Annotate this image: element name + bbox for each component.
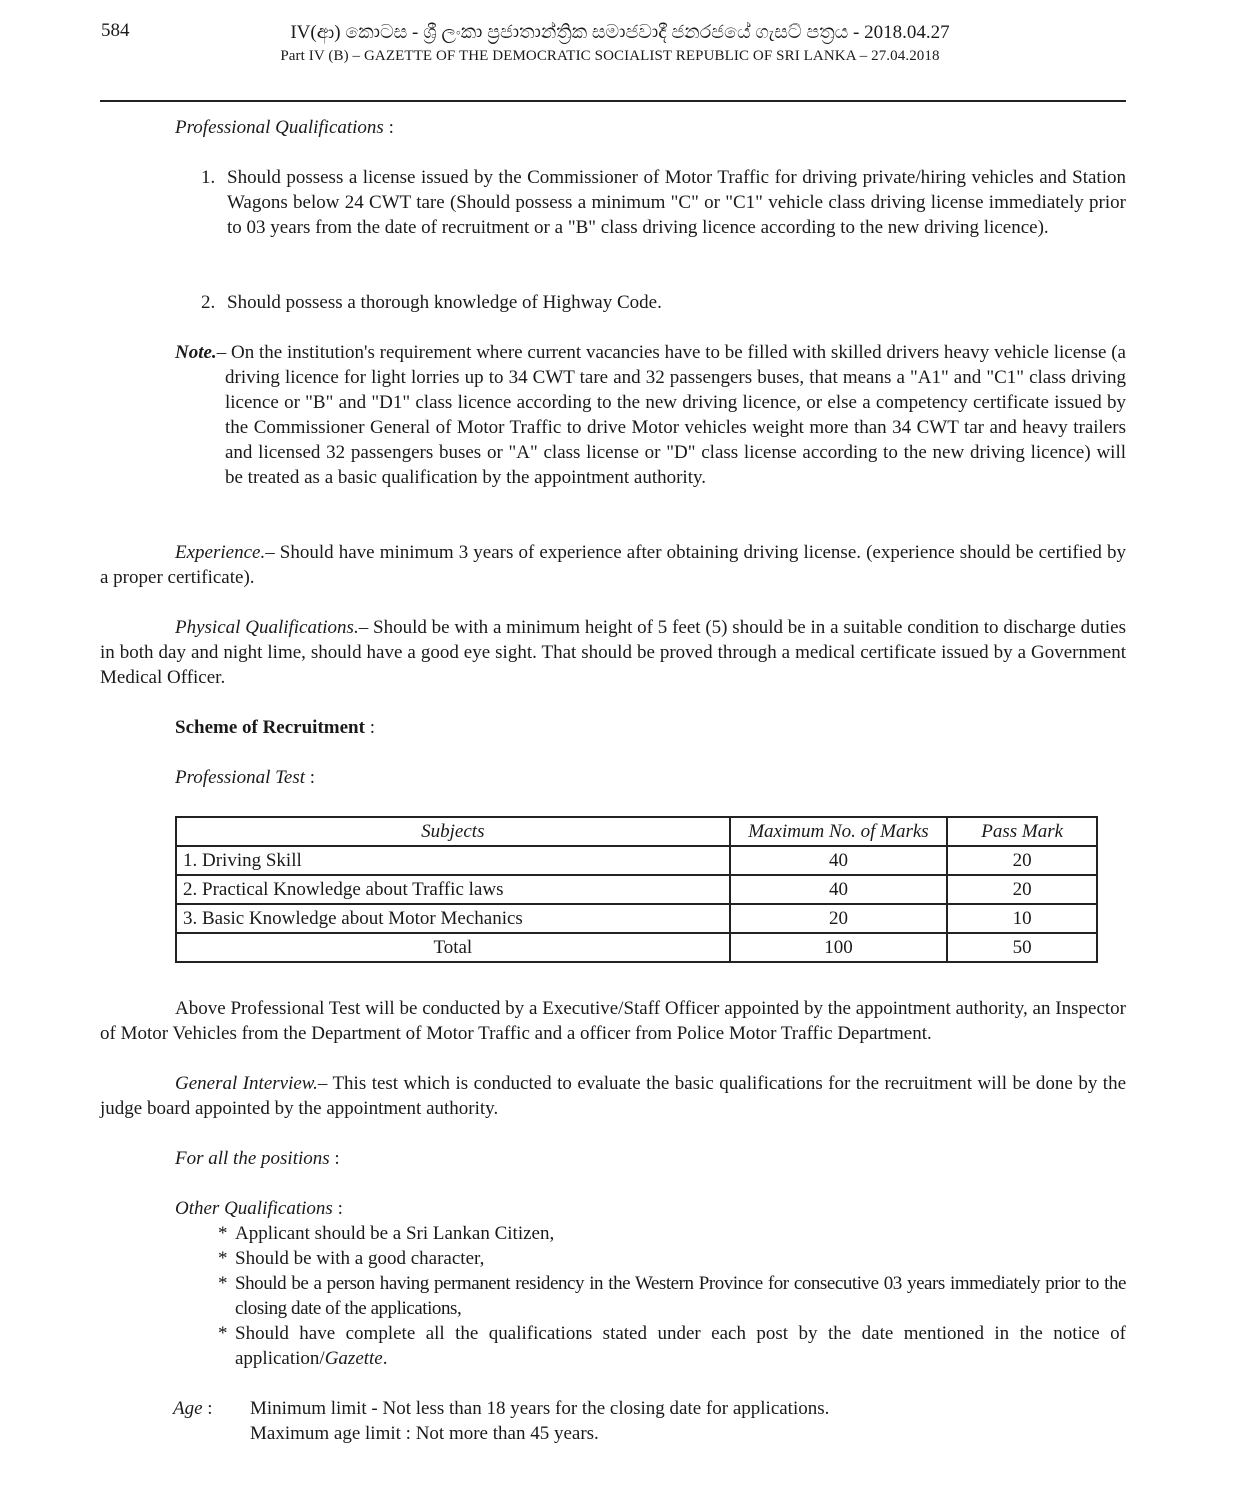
gazette-title-english: Part IV (B) – GAZETTE OF THE DEMOCRATIC SOCIALIST REPUBLIC OF SRI LANKA – 27.04.2018	[280, 48, 940, 64]
age-minimum-limit: Minimum limit - Not less than 18 years for the closing date for applications.	[250, 1398, 830, 1419]
note-paragraph	[175, 340, 1126, 490]
list-item: * Should have complete all the qualifications stated under each post by the date mentioned in the notice of application/Gazette.	[218, 1323, 1126, 1369]
general-interview-text: – This test which is conducted to evaluate the basic qualifications for the recruitment will be done by the judge board appointed by the appointment authority.	[100, 1073, 1127, 1119]
physical-text: – Should be with a minimum height of 5 feet (5) should be in a suitable condition to discharge duties in both day and night lime, should have a good eye sight. That should be proved through a medical certificate issued by a Government Medical Officer.	[100, 617, 1126, 688]
other-qualifications-heading: Other Qualifications :	[175, 1198, 343, 1219]
subject-cell: 3. Basic Knowledge about Motor Mechanics	[176, 904, 730, 933]
max-marks-cell: 40	[730, 846, 948, 875]
experience-label: Experience.	[175, 542, 266, 563]
professional-qualifications-heading: Professional Qualifications :	[175, 117, 394, 138]
qualification-item-2	[201, 290, 1126, 315]
age-label: Age :	[173, 1398, 213, 1419]
total-label-cell: Total	[176, 933, 730, 962]
total-max-marks-cell: 100	[730, 933, 948, 962]
professional-test-heading: Professional Test :	[175, 767, 316, 788]
note-text: – On the institution's requirement where current vacancies have to be filled with skilled drivers heavy vehicle license (a driving licence for light lorries up to 34 CWT tare and 32 passengers buses, that means a "A1" and "C1" class driving licence or "B" and "D1" class licence according to the new driving licence, or else a competency certificate issued by the Commissioner General of Motor Traffic to drive Motor vehicles weight more than 34 CWT tar and heavy trailers and licensed 32 passengers buses or "A" class license or "D" class license according to the new driving licence) will be treated as a basic qualification by the appointment authority.	[216, 342, 1126, 488]
max-marks-cell: 20	[730, 904, 948, 933]
header-rule	[100, 100, 1126, 102]
pass-mark-cell: 20	[947, 875, 1097, 904]
header-max-marks: Maximum No. of Marks	[730, 817, 948, 846]
pass-mark-cell: 20	[947, 846, 1097, 875]
age-maximum-limit: Maximum age limit : Not more than 45 years.	[250, 1423, 599, 1444]
test-conducted-paragraph: Above Professional Test will be conducted by a Executive/Staff Officer appointed by the appointment authority, an Inspector of Motor Vehicles from the Department of Motor Traffic and a officer from Police Motor Traffic Department.	[100, 998, 1126, 1044]
all-positions-heading: For all the positions :	[175, 1148, 340, 1169]
page-number: 584	[101, 20, 130, 41]
table-total-row	[176, 933, 1097, 962]
bullet-asterisk: *	[218, 1323, 228, 1344]
list-item: * Applicant should be a Sri Lankan Citizen,	[218, 1223, 555, 1244]
general-interview-paragraph	[100, 1071, 1126, 1121]
general-interview-label: General Interview.	[175, 1073, 318, 1094]
experience-text: – Should have minimum 3 years of experience after obtaining driving license. (experience should be certified by a proper certificate).	[100, 542, 1126, 588]
bullet-asterisk: *	[218, 1223, 228, 1244]
subject-cell: 1. Driving Skill	[176, 846, 730, 875]
gazette-title-sinhala: IV(ආ) කොටස - ශ්‍රී ලංකා ප්‍රජාතාන්ත්‍රික සමාජවාදී ජනරජයේ ගැසට් පත්‍රය - 2018.04.27	[290, 22, 950, 43]
table-header-row	[176, 817, 1097, 846]
header-subjects: Subjects	[176, 817, 730, 846]
header-pass-mark: Pass Mark	[947, 817, 1097, 846]
note-label: Note.	[175, 342, 217, 363]
pass-mark-cell: 10	[947, 904, 1097, 933]
bullet-asterisk: *	[218, 1273, 228, 1294]
scheme-heading: Scheme of Recruitment :	[175, 717, 375, 738]
table-row	[176, 904, 1097, 933]
qualification-item-1	[201, 165, 1126, 240]
professional-test-table	[175, 816, 1098, 963]
experience-paragraph	[100, 540, 1126, 590]
total-pass-mark-cell: 50	[947, 933, 1097, 962]
physical-qualifications-paragraph	[100, 615, 1126, 690]
table-row	[176, 846, 1097, 875]
item-number: 2.	[201, 292, 216, 313]
table-row	[176, 875, 1097, 904]
physical-label: Physical Qualifications.	[175, 617, 359, 638]
bullet-asterisk: *	[218, 1248, 228, 1269]
list-item: * Should be a person having permanent residency in the Western Province for consecutive 03 years immediately prior to the closing date of the applications,	[218, 1273, 1126, 1319]
item-text: Should possess a thorough knowledge of Highway Code.	[227, 292, 662, 313]
item-number: 1.	[201, 167, 216, 188]
item-text: Should possess a license issued by the Commissioner of Motor Traffic for driving private/hiring vehicles and Station Wagons below 24 CWT tare (Should possess a minimum "C" or "C1" vehicle class driving license immediately prior to 03 years from the date of recruitment or a "B" class driving licence according to the new driving licence).	[227, 167, 1126, 238]
subject-cell: 2. Practical Knowledge about Traffic laws	[176, 875, 730, 904]
list-item: * Should be with a good character,	[218, 1248, 485, 1269]
max-marks-cell: 40	[730, 875, 948, 904]
